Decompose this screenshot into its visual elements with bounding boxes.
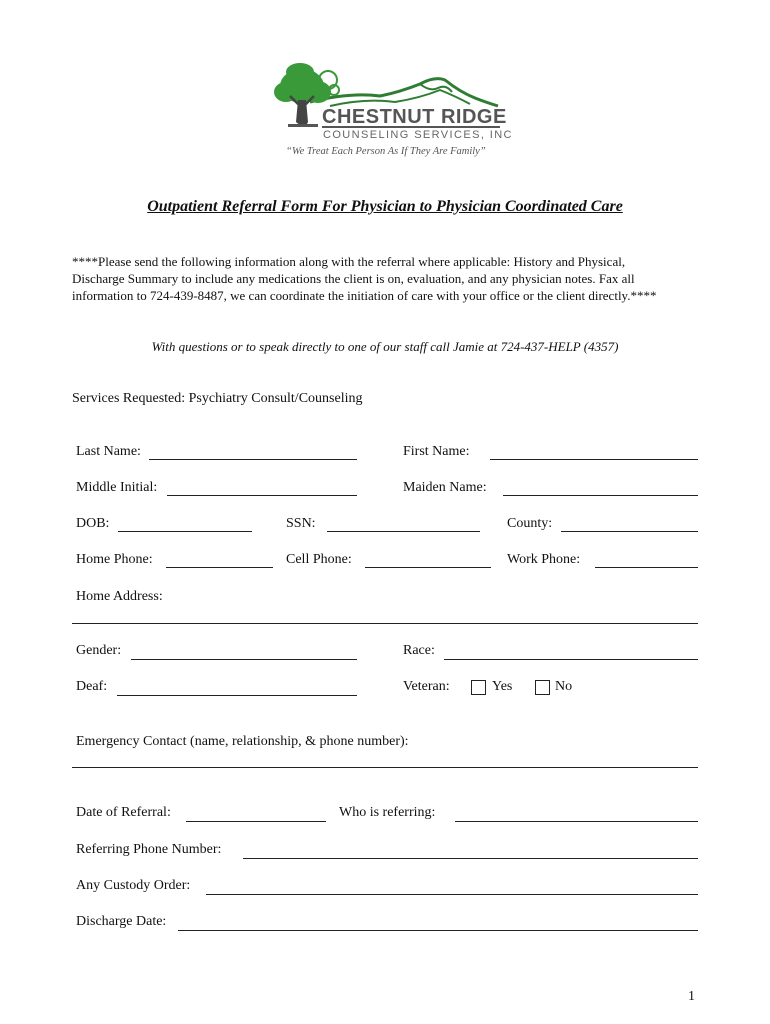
cell-phone-field[interactable]	[365, 567, 491, 568]
dob-label: DOB:	[76, 516, 110, 531]
race-field[interactable]	[444, 659, 698, 660]
county-label: County:	[507, 516, 553, 531]
gender-field[interactable]	[131, 659, 357, 660]
custody-order-field[interactable]	[206, 894, 698, 895]
page-number: 1	[688, 989, 695, 1004]
last-name-field[interactable]	[149, 459, 357, 460]
deaf-label: Deaf:	[76, 679, 108, 694]
first-name-field[interactable]	[490, 459, 698, 460]
veteran-yes-label: Yes	[492, 679, 513, 694]
dob-field[interactable]	[118, 531, 252, 532]
veteran-no-label: No	[555, 679, 573, 694]
referral-instructions	[72, 253, 702, 304]
logo-company-name: CHESTNUT RIDGE	[322, 106, 507, 128]
middle-initial-label: Middle Initial:	[76, 480, 158, 495]
referring-phone-label: Referring Phone Number:	[76, 842, 222, 857]
ssn-label: SSN:	[286, 516, 316, 531]
veteran-label: Veteran:	[403, 679, 450, 694]
cell-phone-label: Cell Phone:	[286, 552, 352, 567]
work-phone-field[interactable]	[595, 567, 698, 568]
middle-initial-field[interactable]	[167, 495, 357, 496]
date-of-referral-field[interactable]	[186, 821, 326, 822]
gender-label: Gender:	[76, 643, 122, 658]
services-requested: Services Requested: Psychiatry Consult/Counseling	[72, 391, 363, 406]
date-of-referral-label: Date of Referral:	[76, 805, 171, 820]
who-is-referring-field[interactable]	[455, 821, 698, 822]
home-phone-label: Home Phone:	[76, 552, 153, 567]
county-field[interactable]	[561, 531, 698, 532]
maiden-name-label: Maiden Name:	[403, 480, 487, 495]
instructions-line-2: Discharge Summary to include any medications the client is on, evaluation, and any physician notes. Fax all	[72, 271, 635, 286]
referring-phone-field[interactable]	[243, 858, 698, 859]
instructions-line-3: information to 724-439-8487, we can coordinate the initiation of care with your office or the client directly.****	[72, 288, 657, 303]
chestnut-ridge-logo	[270, 62, 513, 162]
form-title: Outpatient Referral Form For Physician to Physician Coordinated Care	[147, 198, 623, 215]
instructions-line-1: ****Please send the following information along with the referral where applicable: History and Physical,	[72, 254, 626, 269]
custody-order-label: Any Custody Order:	[76, 878, 191, 893]
who-is-referring-label: Who is referring:	[339, 805, 436, 820]
discharge-date-field[interactable]	[178, 930, 698, 931]
work-phone-label: Work Phone:	[507, 552, 581, 567]
contact-line: With questions or to speak directly to one of our staff call Jamie at 724-437-HELP (4357)	[151, 339, 619, 354]
veteran-yes-checkbox[interactable]	[471, 680, 486, 695]
first-name-label: First Name:	[403, 444, 470, 459]
emergency-contact-label: Emergency Contact (name, relationship, & phone number):	[76, 734, 409, 749]
home-phone-field[interactable]	[166, 567, 273, 568]
last-name-label: Last Name:	[76, 444, 141, 459]
home-address-label: Home Address:	[76, 589, 163, 604]
logo-tagline: “We Treat Each Person As If They Are Family”	[286, 146, 486, 157]
race-label: Race:	[403, 643, 435, 658]
ssn-field[interactable]	[327, 531, 480, 532]
veteran-no-checkbox[interactable]	[535, 680, 550, 695]
logo-company-subtitle: COUNSELING SERVICES, INC	[323, 129, 513, 141]
home-address-field[interactable]	[72, 623, 698, 624]
emergency-contact-field[interactable]	[72, 767, 698, 768]
deaf-field[interactable]	[117, 695, 357, 696]
discharge-date-label: Discharge Date:	[76, 914, 167, 929]
maiden-name-field[interactable]	[503, 495, 698, 496]
